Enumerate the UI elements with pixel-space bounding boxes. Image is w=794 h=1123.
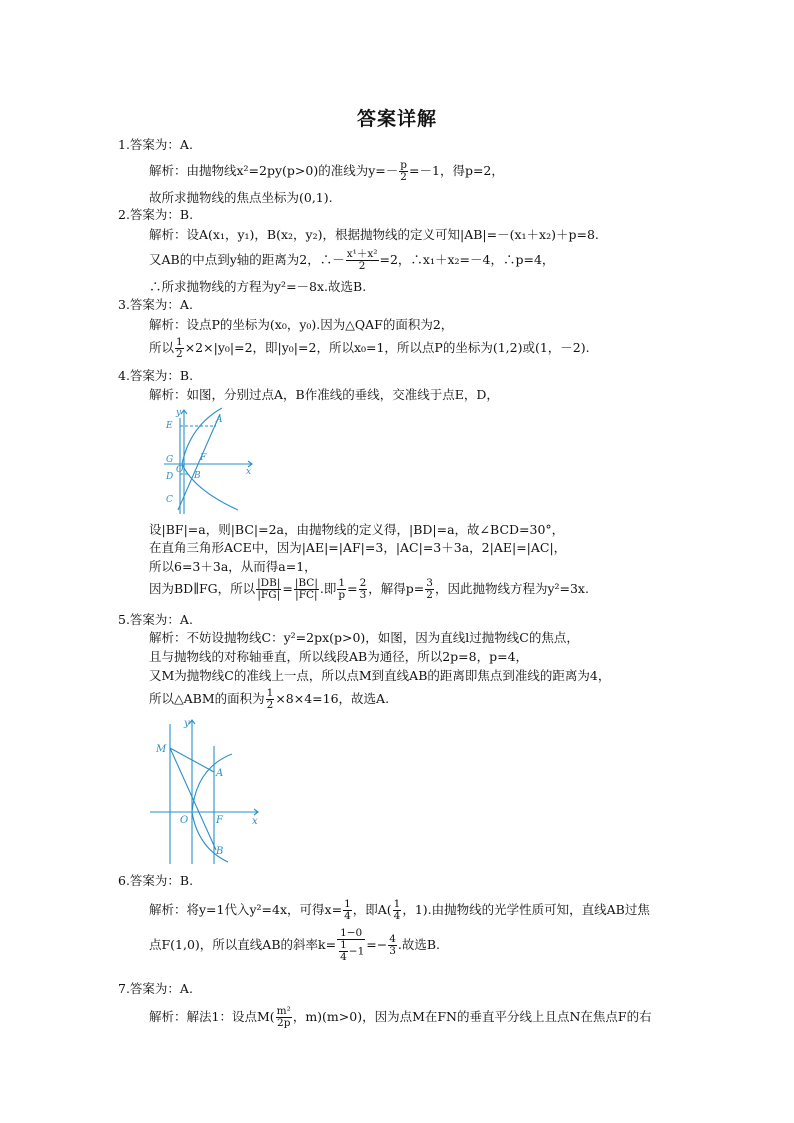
label-x: x bbox=[252, 816, 258, 827]
label-F: F bbox=[216, 815, 223, 826]
label-x: x bbox=[246, 467, 252, 477]
answer-4: 4.答案为：B. bbox=[118, 368, 194, 383]
answer-7: 7.答案为：A. bbox=[118, 981, 193, 996]
fraction: $\frac{p}{2}$ bbox=[400, 159, 408, 184]
q5-line-2: 且与抛物线的对称轴垂直，所以线段AB为通径，所以2p=8，p=4， bbox=[149, 649, 529, 664]
label-B: B bbox=[194, 471, 201, 481]
label-A: A bbox=[216, 768, 224, 779]
q6-line-2: 点F(1,0)，所以直线AB的斜率k= 1−0 $\frac{1}{4}$ −1 =− $\frac{4}{3}$ .故选B. bbox=[149, 927, 441, 964]
q5-line-4: 所以△ABM的面积为 $\frac{1}{2}$ ×8×4=16，故选A. bbox=[149, 687, 390, 712]
fraction: $\frac{1}{2}$ bbox=[176, 336, 183, 361]
q7-line-1: 解析：解法1：设点M( $\frac{\text{m²}}{2p}$ ，m)(m>0)，因为点M在FN的垂直平分线上且点N在焦点F的右 bbox=[149, 1005, 652, 1030]
q4-line-5: 因为BD∥FG，所以 $\frac{|DB|}{|FG|}$ = $\frac{|BC|}{|FC|}$ .即 $\frac{1}{p}$ = $\frac{2}{3}$ ，解得p= $\frac{3}{2}$ ，因此抛物线方程为y²=3x. bbox=[149, 577, 589, 602]
answer-6: 6.答案为：B. bbox=[118, 873, 194, 888]
page-title: 答案详解 bbox=[356, 108, 437, 130]
q2-line-3: ∴所求抛物线的方程为y²=－8x.故选B. bbox=[149, 279, 367, 294]
q4-line-3: 在直角三角形ACE中，因为|AE|=|AF|=3，|AC|=3＋3a，2|AE|=|AC|， bbox=[149, 540, 567, 555]
q4-line-2: 设|BF|=a，则|BC|=2a，由抛物线的定义得，|BD|=a，故∠BCD=30°， bbox=[149, 522, 565, 537]
label-F: F bbox=[200, 453, 207, 463]
q1-line-2: 故所求抛物线的焦点坐标为(0,1). bbox=[149, 190, 333, 205]
label-O: O bbox=[176, 465, 184, 475]
q4-line-4: 所以6=3＋3a，从而得a=1， bbox=[149, 559, 317, 574]
q2-line-1: 解析：设A(x₁，y₁)，B(x₂，y₂)，根据抛物线的定义可知|AB|=－(x₁＋x₂)＋p=8. bbox=[149, 227, 599, 242]
label-y: y bbox=[184, 718, 190, 729]
q5-line-3: 又M为抛物线C的准线上一点，所以点M到直线AB的距离即焦点到准线的距离为4， bbox=[149, 668, 611, 683]
parabola-figure-1 bbox=[160, 406, 260, 518]
q6-line-1: 解析：将y=1代入y²=4x，可得x= $\frac{1}{4}$ ，即A( $\frac{1}{4}$ ，1).由抛物线的光学性质可知，直线AB过焦 bbox=[149, 898, 650, 923]
parabola-figure-2 bbox=[146, 716, 264, 866]
label-O: O bbox=[180, 815, 189, 826]
label-G: G bbox=[166, 455, 174, 465]
q4-line-1: 解析：如图，分别过点A，B作准线的垂线，交准线于点E，D， bbox=[149, 387, 499, 402]
parabola-lower bbox=[182, 464, 238, 510]
fraction: $\frac{\text{m²}}{2p}$ bbox=[276, 1005, 291, 1030]
answer-1: 1.答案为：A. bbox=[118, 137, 193, 152]
label-D: D bbox=[166, 472, 174, 482]
answer-5: 5.答案为：A. bbox=[118, 612, 193, 627]
q1-line-1: 解析：由抛物线x²=2py(p>0)的准线为y=－ $\frac{p}{2}$ =－1，得p=2， bbox=[149, 159, 504, 184]
label-y: y bbox=[176, 408, 182, 418]
label-E: E bbox=[166, 421, 173, 431]
answer-2: 2.答案为：B. bbox=[118, 207, 194, 222]
label-A: A bbox=[216, 415, 223, 425]
label-B: B bbox=[216, 846, 224, 857]
answer-3: 3.答案为：A. bbox=[118, 297, 193, 312]
q2-line-2: 又AB的中点到y轴的距离为2，∴－ $\frac{\text{x¹＋x²}}{2}$ =2，∴x₁＋x₂=－4，∴p=4， bbox=[149, 248, 555, 273]
fraction: $\frac{1}{2}$ bbox=[266, 687, 274, 712]
q3-line-2: 所以 $\frac{1}{2}$ ×2×|y₀|=2，即|y₀|=2，所以x₀=1，所以点P的坐标为(1,2)或(1，－2). bbox=[149, 336, 590, 361]
q5-line-1: 解析：不妨设抛物线C：y²=2px(p>0)，如图，因为直线l过抛物线C的焦点， bbox=[149, 630, 579, 645]
fraction: $\frac{\text{x¹＋x²}}{2}$ bbox=[346, 248, 378, 273]
q3-line-1: 解析：设点P的坐标为(x₀，y₀).因为△QAF的面积为2， bbox=[149, 317, 454, 332]
label-C: C bbox=[166, 495, 173, 505]
segment-MB bbox=[170, 748, 216, 850]
label-M: M bbox=[156, 744, 167, 755]
